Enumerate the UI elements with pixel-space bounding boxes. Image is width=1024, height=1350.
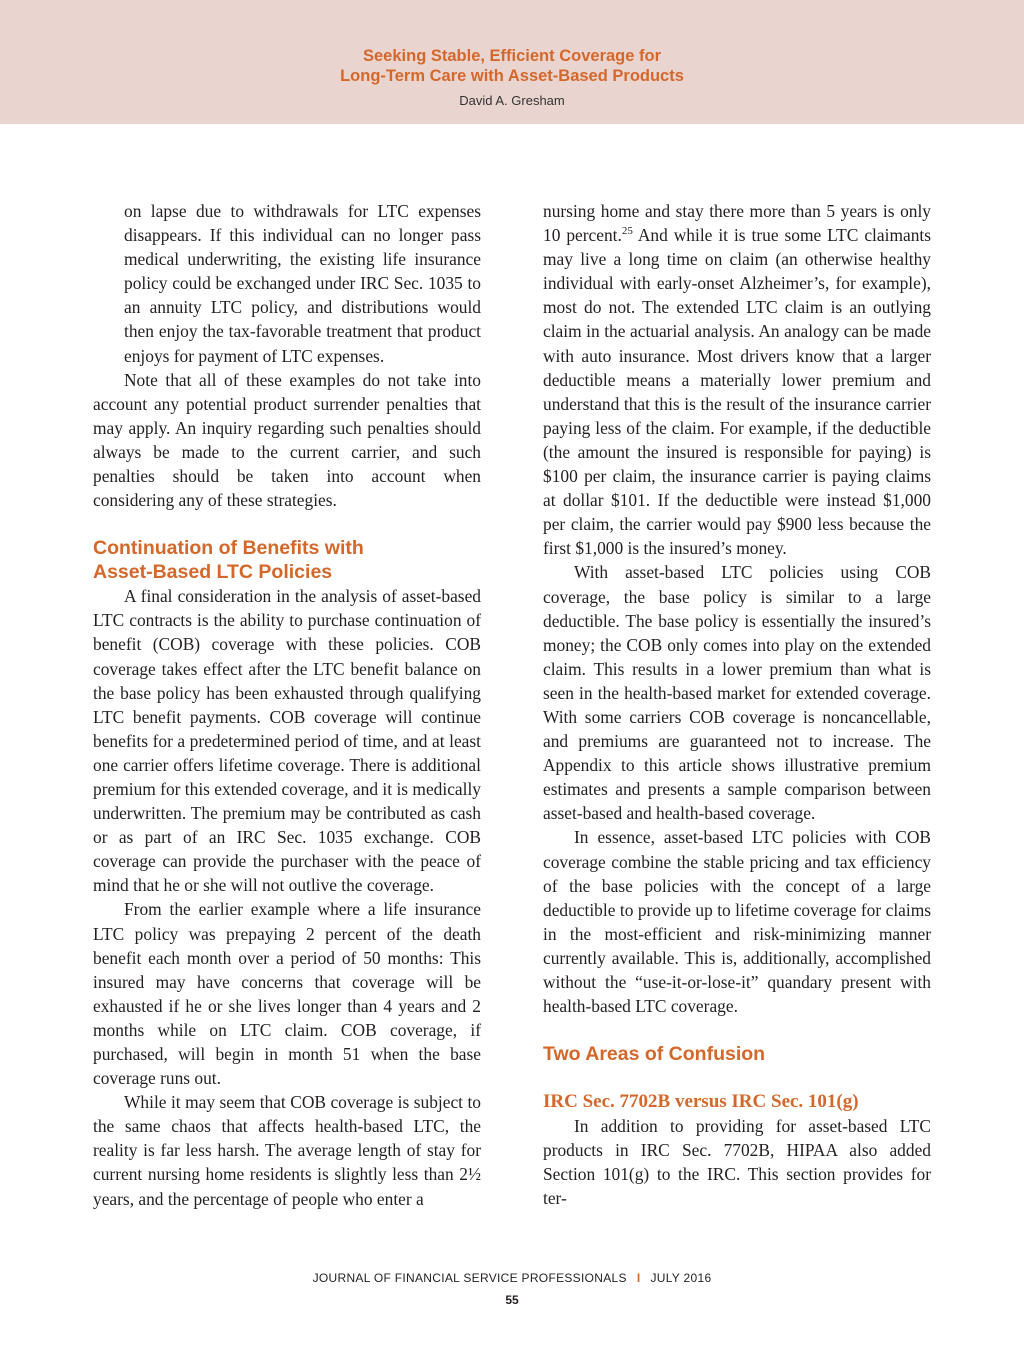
paragraph-lapse-continuation: on lapse due to withdrawals for LTC expenses disappears. If this individual can no longer pass medical underwriting, the existing life insurance policy could be exchanged under IRC Sec. 1035 to an annuity LTC policy, and distributions would then enjoy the tax-favorable treatment that product enjoys for payment of LTC expenses.: [124, 201, 481, 366]
section-heading-continuation-of-benefits: [93, 536, 481, 584]
article-title-line-2: Long-Term Care with Asset-Based Products: [340, 67, 684, 85]
article-title-line-1: Seeking Stable, Efficient Coverage for: [363, 47, 661, 65]
paragraph-cob-deductible: With asset-based LTC policies using COB coverage, the base policy is similar to a large deductible. The base policy is essentially the insured’s money; the COB only comes into play on the extended claim. This results in a lower premium than what is seen in the health-based market for extended coverage. With some carriers COB coverage is noncancellable, and premiums are guaranteed not to increase. The Appendix to this article shows illustrative premium estimates and presents a sample comparison between asset-based and health-based coverage.: [543, 562, 931, 824]
footnote-marker: 25: [621, 225, 633, 238]
issue-date: JULY 2016: [650, 1271, 712, 1285]
paragraph-cob-example: From the earlier example where a life insurance LTC policy was prepaying 2 percent of the death benefit each month over a period of 50 months: This insured may have concerns that coverage will be exhausted if he or she lives longer than 4 years and 2 months while on LTC claim. COB coverage, if purchased, will begin in month 51 when the base coverage runs out.: [93, 899, 481, 1089]
paragraph-cob-intro: A final consideration in the analysis of asset-based LTC contracts is the ability to purchase continuation of benefit (COB) coverage with these policies. COB coverage takes effect after the LTC benefit balance on the base policy has been exhausted through qualifying LTC benefit payments. COB coverage will continue benefits for a predetermined period of time, and at least one carrier offers lifetime coverage. There is additional premium for this extended coverage, and it is medically underwritten. The premium may be contributed as cash or as part of an IRC Sec. 1035 exchange. COB coverage can provide the purchaser with the peace of mind that he or she will not outlive the coverage.: [93, 586, 481, 896]
journal-name: JOURNAL OF FINANCIAL SERVICE PROFESSIONALS: [312, 1271, 627, 1285]
header-band: [0, 0, 1024, 124]
page-footer: [0, 1271, 1024, 1285]
footer-separator: I: [636, 1271, 641, 1285]
page-number: 55: [505, 1293, 519, 1307]
paragraph-in-essence: In essence, asset-based LTC policies with COB coverage combine the stable pricing and tax efficiency of the base policies with the concept of a large deductible to provide up to lifetime coverage for claims in the most-efficient and risk-minimizing manner currently available. This is, additionally, accomplished without the “use-it-or-lose-it” quandary present with health-based LTC coverage.: [543, 827, 931, 1017]
text-segment: And while it is true some LTC claimants may live a long time on claim (an otherwise healthy individual with early-onset Alzheimer’s, for example), most do not. The extended LTC claim is an outlying claim in the actuarial analysis. An analogy can be made with auto insurance. Most drivers know that a larger deductible means a materially lower premium and understand that this is the result of the insurance carrier paying less of the claim. For example, if the deductible (the amount the insured is responsible for paying) is $100 per claim, the insurance carrier is paying claims at dollar $101. If the deductible were instead $1,000 per claim, the carrier would pay $900 less because the first $1,000 is the insured’s money.: [543, 225, 931, 559]
section-heading-two-areas-of-confusion: Two Areas of Confusion: [543, 1043, 766, 1066]
article-author: David A. Gresham: [459, 93, 565, 108]
heading-line-1: Continuation of Benefits with: [93, 537, 364, 560]
paragraph-surrender-penalties: Note that all of these examples do not take into account any potential product surrender penalties that may apply. An inquiry regarding such penalties should always be made to the current carrier, and such penalties should be taken into account when considering any of these strategies.: [93, 369, 481, 511]
paragraph-hipaa-101g: In addition to providing for asset-based LTC products in IRC Sec. 7702B, HIPAA also added Section 101(g) to the IRC. This section provides for ter-: [543, 1116, 931, 1209]
right-column: [543, 199, 931, 1211]
paragraph-nursing-home-stats: [543, 199, 931, 560]
subheading-irc-7702b-vs-101g: IRC Sec. 7702B versus IRC Sec. 101(g): [543, 1091, 859, 1113]
heading-line-2: Asset-Based LTC Policies: [93, 561, 333, 584]
paragraph-cob-reality: While it may seem that COB coverage is subject to the same chaos that affects health-based LTC, the reality is far less harsh. The average length of stay for current nursing home residents is slightly less than 2½ years, and the percentage of people who enter a: [93, 1092, 481, 1209]
left-column: [93, 199, 481, 1211]
text-segment: nursing home and stay there more than 5 years is only 10 percent.: [543, 201, 931, 246]
